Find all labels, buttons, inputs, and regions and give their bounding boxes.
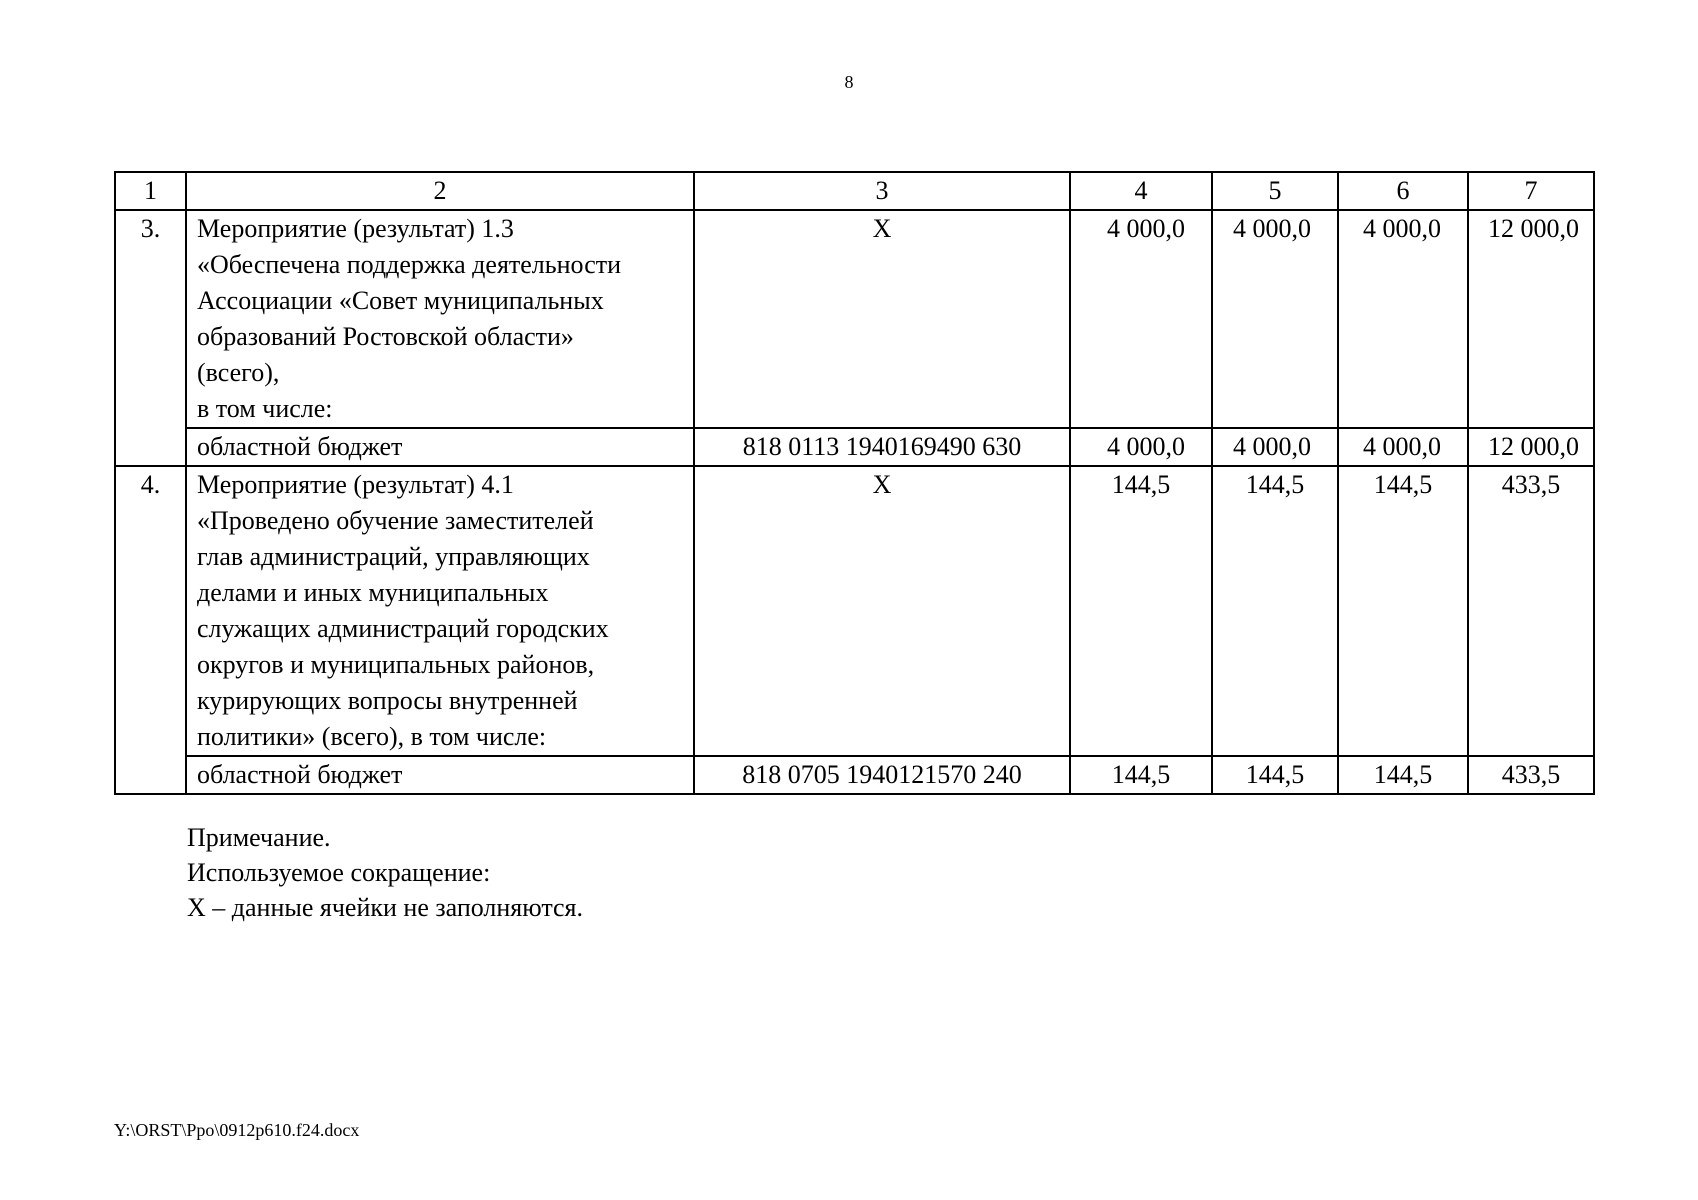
row-value: 144,5 [1338,466,1468,756]
row-code: X [694,466,1070,756]
row-title [186,466,694,756]
row-value: 12 000,0 [1468,210,1594,428]
row-value: 144,5 [1212,466,1338,756]
subrow-value: 144,5 [1338,756,1468,794]
row-value: 4 000,0 [1338,210,1468,428]
header-cell: 2 [186,172,694,210]
header-cell: 4 [1070,172,1212,210]
header-cell: 7 [1468,172,1594,210]
row-title-line: в том числе: [197,394,333,423]
budget-table [114,171,1595,795]
table-subrow [115,428,1594,466]
subrow-value: 144,5 [1212,756,1338,794]
table-row [115,466,1594,756]
subrow-label: областной бюджет [186,756,694,794]
row-title-line: Мероприятие (результат) 4.1 [197,470,514,499]
row-title-line: «Проведено обучение заместителей [197,506,594,535]
row-title-line: (всего), [197,358,280,387]
table-row [115,210,1594,428]
header-cell: 1 [115,172,186,210]
header-cell: 3 [694,172,1070,210]
row-title-line: Мероприятие (результат) 1.3 [197,214,514,243]
row-value: 144,5 [1070,466,1212,756]
table-subrow [115,756,1594,794]
subrow-code: 818 0113 1940169490 630 [694,428,1070,466]
header-cell: 6 [1338,172,1468,210]
subrow-value: 144,5 [1070,756,1212,794]
note-title: Примечание. [187,823,331,852]
row-title-line: глав администраций, управляющих [197,542,590,571]
subrow-label: областной бюджет [186,428,694,466]
footer-file-path: Y:\ORST\Ppo\0912p610.f24.docx [114,1120,360,1140]
row-title [186,210,694,428]
subrow-value: 4 000,0 [1338,428,1468,466]
subrow-value: 12 000,0 [1468,428,1594,466]
row-title-line: политики» (всего), в том числе: [197,722,547,751]
subrow-code: 818 0705 1940121570 240 [694,756,1070,794]
row-value: 433,5 [1468,466,1594,756]
subrow-value: 433,5 [1468,756,1594,794]
row-title-line: округов и муниципальных районов, [197,650,595,679]
row-value: 4 000,0 [1070,210,1212,428]
subrow-value: 4 000,0 [1070,428,1212,466]
table-header-row [115,172,1594,210]
note-subtitle: Используемое сокращение: [187,858,491,887]
header-cell: 5 [1212,172,1338,210]
row-number: 4. [115,466,186,794]
row-title-line: образований Ростовской области» [197,322,574,351]
row-value: 4 000,0 [1212,210,1338,428]
note-text: X – данные ячейки не заполняются. [187,893,584,922]
row-title-line: Ассоциации «Совет муниципальных [197,286,604,315]
row-title-line: делами и иных муниципальных [197,578,549,607]
subrow-value: 4 000,0 [1212,428,1338,466]
page-number: 8 [844,72,854,92]
row-code: X [694,210,1070,428]
row-number: 3. [115,210,186,466]
note-block [187,820,583,925]
row-title-line: «Обеспечена поддержка деятельности [197,250,622,279]
row-title-line: служащих администраций городских [197,614,609,643]
row-title-line: курирующих вопросы внутренней [197,686,578,715]
